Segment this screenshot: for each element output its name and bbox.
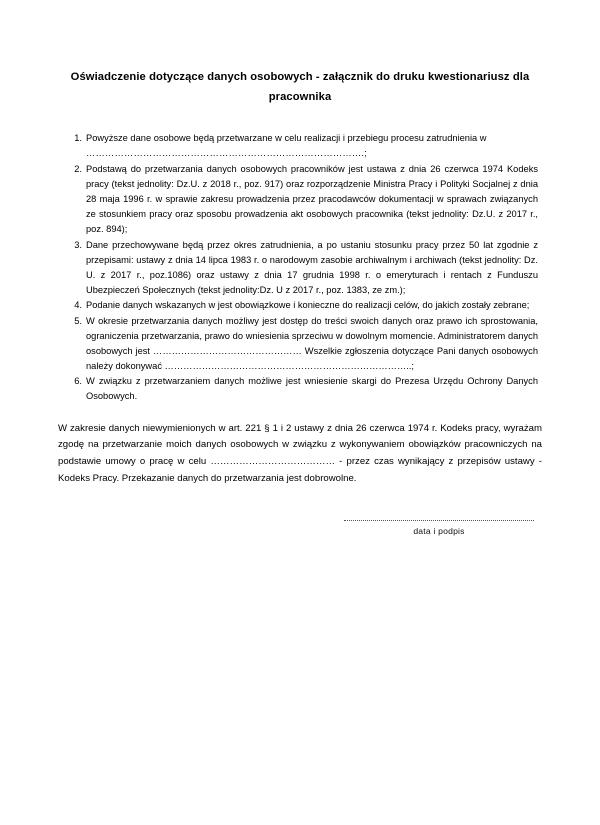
clause-text-2: Podstawą do przetwarzania danych osobowych pracowników jest ustawa z dnia 26 czerwca 1974 Kodeks pracy (tekst jednolity: Dz.U. z 2018 r., poz. 917) oraz rozporządzenie Ministra Pracy i Polityki Socjalnej z dnia 28 maja 1996 r. w sprawie zakresu prowadzenia przez pracodawców dokumentacji w sprawach związanych ze stosunkiem pracy oraz sposobu prowadzenia akt osobowych pracownika (tekst jednolity: Dz.U. z 2017 r., poz. 894);	[86, 163, 538, 234]
clause-item-5	[56, 314, 544, 374]
clause-text-5: W okresie przetwarzania danych możliwy jest dostęp do treści swoich danych oraz prawo ich sprostowania, ograniczenia przetwarzania, prawo do wniesienia sprzeciwu w dowolnym momencie. Administratorem danych osobowych jest ………………………………………… Wszelkie zgłoszenia dotyczące Pani danych osobowych należy dokonywać ……………………………………………………………………..;	[86, 315, 538, 371]
clause-item-6	[56, 374, 544, 404]
clause-text-6: W związku z przetwarzaniem danych możliwe jest wniesienie skargi do Prezesa Urzędu Ochrony Danych Osobowych.	[86, 376, 538, 402]
page-title: Oświadczenie dotyczące danych osobowych - załącznik do druku kwestionariusz dla pracownika	[70, 71, 530, 103]
signature-line	[344, 520, 534, 521]
clause-text-3: Dane przechowywane będą przez okres zatrudnienia, a po ustaniu stosunku pracy przez 50 lat zgodnie z przepisami: ustawy z dnia 14 lipca 1983 r. o narodowym zasobie archiwalnym i archiwach (tekst jednolity: Dz. U. z 2017 r., poz.1086) oraz ustawy z dnia 17 grudnia 1998 r. o emeryturach i rentach z Funduszu Ubezpieczeń Społecznych (tekst jednolity:Dz. U z 2017 r., poz. 1383, ze zm.);	[86, 239, 538, 295]
clause-list	[56, 131, 544, 404]
consent-paragraph: W zakresie danych niewymienionych w art. 221 § 1 i 2 ustawy z dnia 26 czerwca 1974 r. Kodeks pracy, wyrażam zgodę na przetwarzanie moich danych osobowych w związku z wykonywaniem obowiązków pracowniczych na podstawie umowy o pracę w celu ………………………………… - przez czas wynikający z przepisów ustawy - Kodeks Pracy. Przekazanie danych do przetwarzania jest dobrowolne.	[58, 422, 542, 484]
clause-continuation-1: …………………………………………………………………………….;	[86, 148, 367, 159]
signature-block	[56, 520, 544, 536]
signature-caption: data i podpis	[413, 525, 465, 536]
clause-item-1	[56, 131, 544, 161]
clause-text-1: Powyższe dane osobowe będą przetwarzane w celu realizacji i przebiegu procesu zatrudnienia w	[86, 133, 487, 144]
clause-item-2	[56, 162, 544, 237]
clause-item-4	[56, 298, 544, 313]
clause-text-4: Podanie danych wskazanych w jest obowiązkowe i konieczne do realizacji celów, do jakich zostały zebrane;	[86, 300, 530, 311]
clause-item-3	[56, 238, 544, 298]
